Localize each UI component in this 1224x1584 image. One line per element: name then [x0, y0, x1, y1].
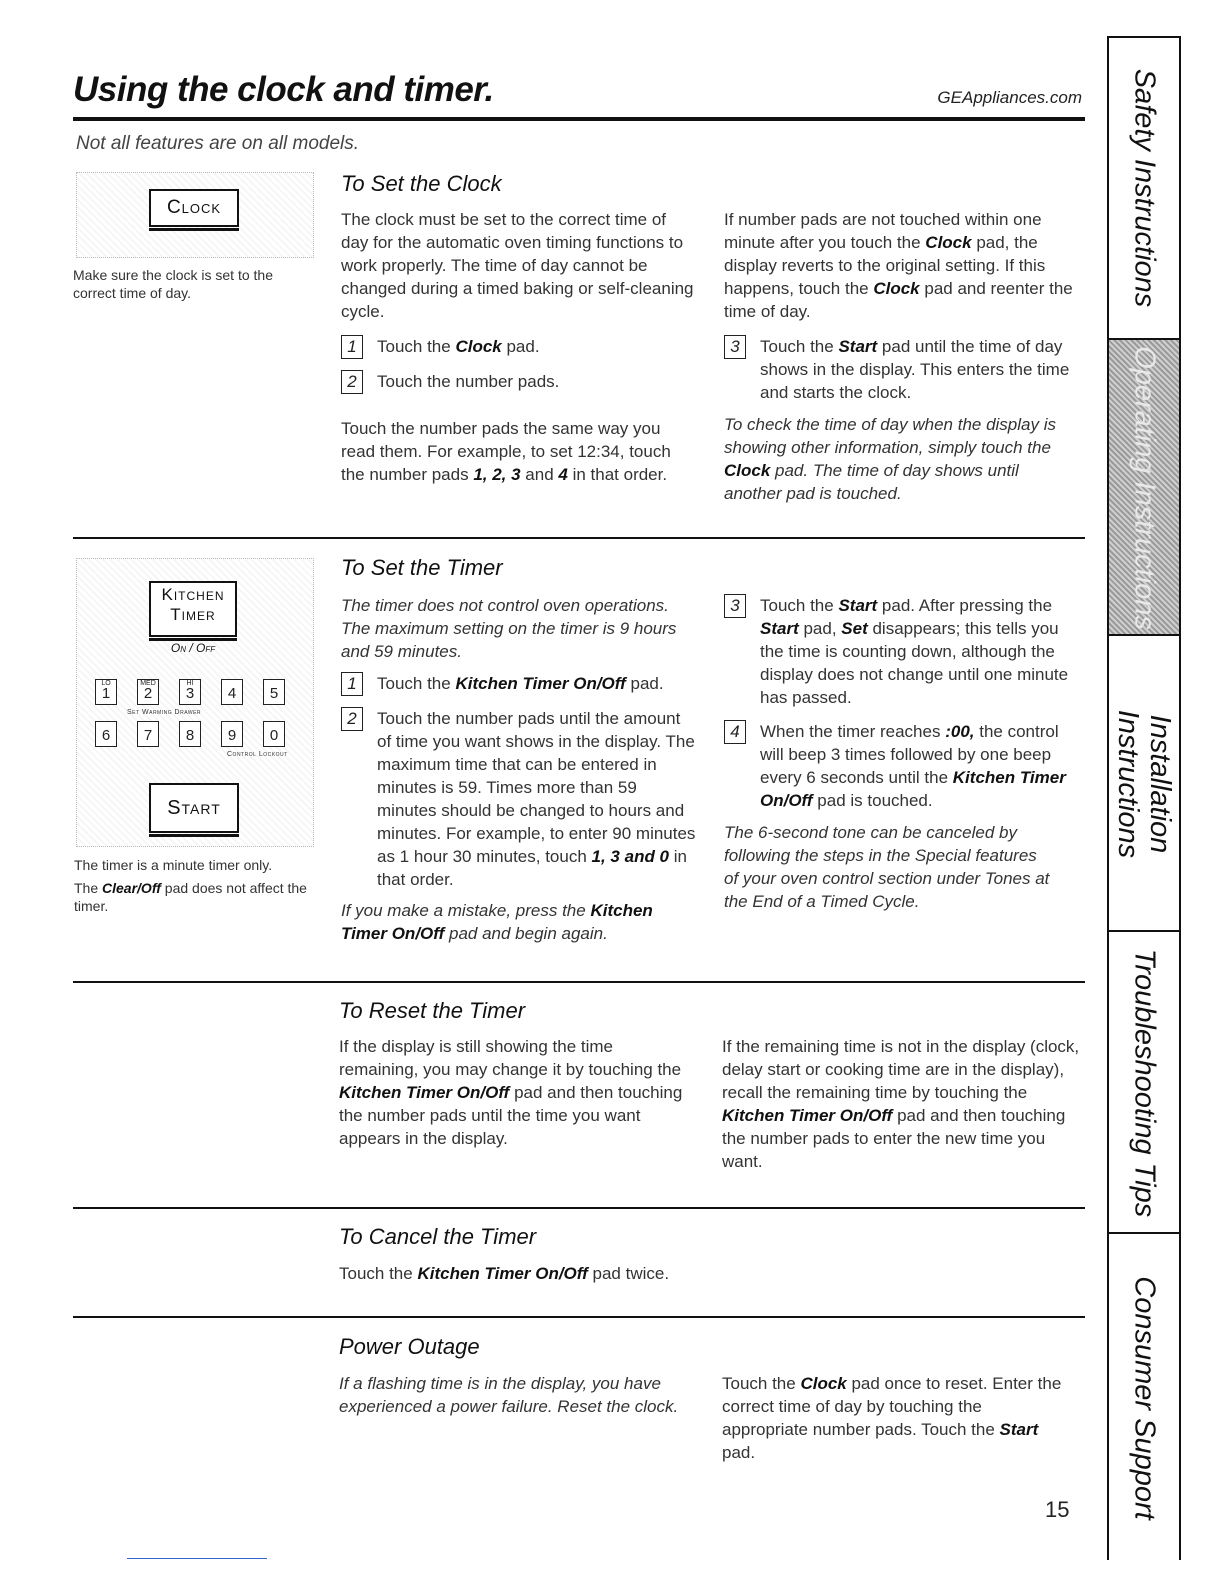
set-timer-intro: The timer does not control oven operations. The maximum setting on the timer is 9 hours and 59 minutes. — [341, 596, 677, 661]
tab-operating-instructions[interactable]: Operating Instructions — [1109, 338, 1179, 636]
section-sidebar — [1107, 36, 1181, 1560]
step-number: 2 — [341, 707, 363, 731]
number-key-8: 8 — [179, 721, 201, 747]
page-number: 15 — [1045, 1497, 1070, 1522]
number-key-7: 7 — [137, 721, 159, 747]
reset-left-text: If the display is still showing the time remaining, you may change it by touching the Kitchen Timer On/Off pad and then touching the number pads until the time you want appears in the display. — [339, 1037, 683, 1148]
clock-step-2: 2 Touch the number pads. — [341, 370, 697, 394]
number-key-5: 5 — [263, 679, 285, 705]
clock-caption: Make sure the clock is set to the correct time of day. — [73, 267, 273, 301]
timer-step-3: 3 Touch the Start pad. After pressing the Start pad, Set disappears; this tells you the time is counting down, although the display does not change until one minute has passed. — [724, 594, 1082, 709]
clock-step-3: 3 Touch the Start pad until the time of day shows in the display. This enters the time and starts the clock. — [724, 335, 1082, 404]
power-right-text: Touch the Clock pad once to reset. Enter the correct time of day by touching the appropriate number pads. Touch the Start pad. — [722, 1374, 1062, 1462]
section-divider — [73, 537, 1085, 539]
tab-safety-instructions[interactable]: Safety Instructions — [1109, 36, 1179, 338]
number-key-6: 6 — [95, 721, 117, 747]
section-divider — [73, 981, 1085, 983]
timer-step-2: 2 Touch the number pads until the amount of time you want shows in the display. The maximum time that can be entered in minutes is 59. Times more than 59 minutes should be changed to hours and minutes. For example, to enter 90 minutes as 1 hour 30 minutes, touch 1, 3 and 0 in that order. — [341, 707, 697, 891]
timer-mistake-note: If you make a mistake, press the Kitchen Timer On/Off pad and begin again. — [341, 901, 653, 943]
step-number: 3 — [724, 335, 746, 359]
start-pad: Start — [149, 783, 239, 833]
kitchen-timer-pad: Kitchen Timer — [149, 581, 237, 637]
section-divider — [73, 1207, 1085, 1209]
timer-step-4: 4 When the timer reaches :00, the control will beep 3 times followed by one beep every 6 seconds until the Kitchen Timer On/Off pad is touched. — [724, 720, 1082, 812]
page-subtitle: Not all features are on all models. — [76, 133, 360, 154]
header-rule — [73, 117, 1085, 121]
set-timer-heading: To Set the Timer — [341, 555, 503, 580]
timer-step-1: 1 Touch the Kitchen Timer On/Off pad. — [341, 672, 697, 696]
clock-pad-illustration — [76, 172, 314, 258]
timer-caption-2: The Clear/Off pad does not affect the timer. — [74, 880, 307, 914]
clock-example: Touch the number pads the same way you read them. For example, to set 12:34, touch the number pads 1, 2, 3 and 4 in that order. — [341, 419, 671, 484]
clock-right-text: If number pads are not touched within one minute after you touch the Clock pad, the display reverts to the original setting. If this happens, touch the Clock pad and reenter the time of day. — [724, 210, 1073, 321]
number-key-1: LO 1 — [95, 679, 117, 705]
page-title: Using the clock and timer. — [73, 70, 494, 109]
footer-link-line — [127, 1558, 267, 1559]
step-number: 2 — [341, 370, 363, 394]
step-number: 4 — [724, 720, 746, 744]
tab-installation-instructions[interactable]: Installation Instructions — [1109, 634, 1179, 932]
timer-pad-illustration — [76, 558, 314, 847]
clock-step-1: 1 Touch the Clock pad. — [341, 335, 697, 359]
step-number: 3 — [724, 594, 746, 618]
number-key-3: HI 3 — [179, 679, 201, 705]
power-left-text: If a flashing time is in the display, you have experienced a power failure. Reset the clock. — [339, 1374, 679, 1416]
website-link[interactable]: GEAppliances.com — [937, 88, 1082, 107]
step-number: 1 — [341, 335, 363, 359]
tab-consumer-support[interactable]: Consumer Support — [1109, 1232, 1179, 1562]
control-lockout-label: Control Lockout — [227, 751, 288, 758]
section-divider — [73, 1316, 1085, 1318]
tone-note: The 6-second tone can be canceled by following the steps in the Special features of your oven control section under Tones at the End of a Timed Cycle. — [724, 823, 1050, 911]
set-clock-intro: The clock must be set to the correct time of day for the automatic oven timing functions to work properly. The time of day cannot be changed during a timed baking or self-cleaning cycle. — [341, 210, 694, 321]
reset-right-text: If the remaining time is not in the display (clock, delay start or cooking time are in the display), recall the remaining time by touching the Kitchen Timer On/Off pad and then touching the number pads to enter the new time you want. — [722, 1037, 1080, 1171]
timer-caption-1: The timer is a minute timer only. — [74, 857, 273, 873]
clock-pad — [149, 189, 239, 227]
tab-troubleshooting-tips[interactable]: Troubleshooting Tips — [1109, 930, 1179, 1234]
cancel-text: Touch the Kitchen Timer On/Off pad twice. — [339, 1264, 670, 1283]
number-key-9: 9 — [221, 721, 243, 747]
number-key-2: MED 2 — [137, 679, 159, 705]
power-outage-heading: Power Outage — [339, 1334, 480, 1359]
clock-note: To check the time of day when the display is showing other information, simply touch the Clock pad. The time of day shows until another pad is touched. — [724, 415, 1056, 503]
step-number: 1 — [341, 672, 363, 696]
on-off-label: On / Off — [170, 641, 216, 655]
number-key-4: 4 — [221, 679, 243, 705]
cancel-timer-heading: To Cancel the Timer — [339, 1224, 537, 1249]
number-key-0: 0 — [263, 721, 285, 747]
reset-timer-heading: To Reset the Timer — [339, 998, 526, 1023]
clock-pad-label: Clock — [166, 197, 222, 218]
warming-drawer-label: Set Warming Drawer — [127, 709, 202, 716]
set-clock-heading: To Set the Clock — [341, 171, 502, 196]
